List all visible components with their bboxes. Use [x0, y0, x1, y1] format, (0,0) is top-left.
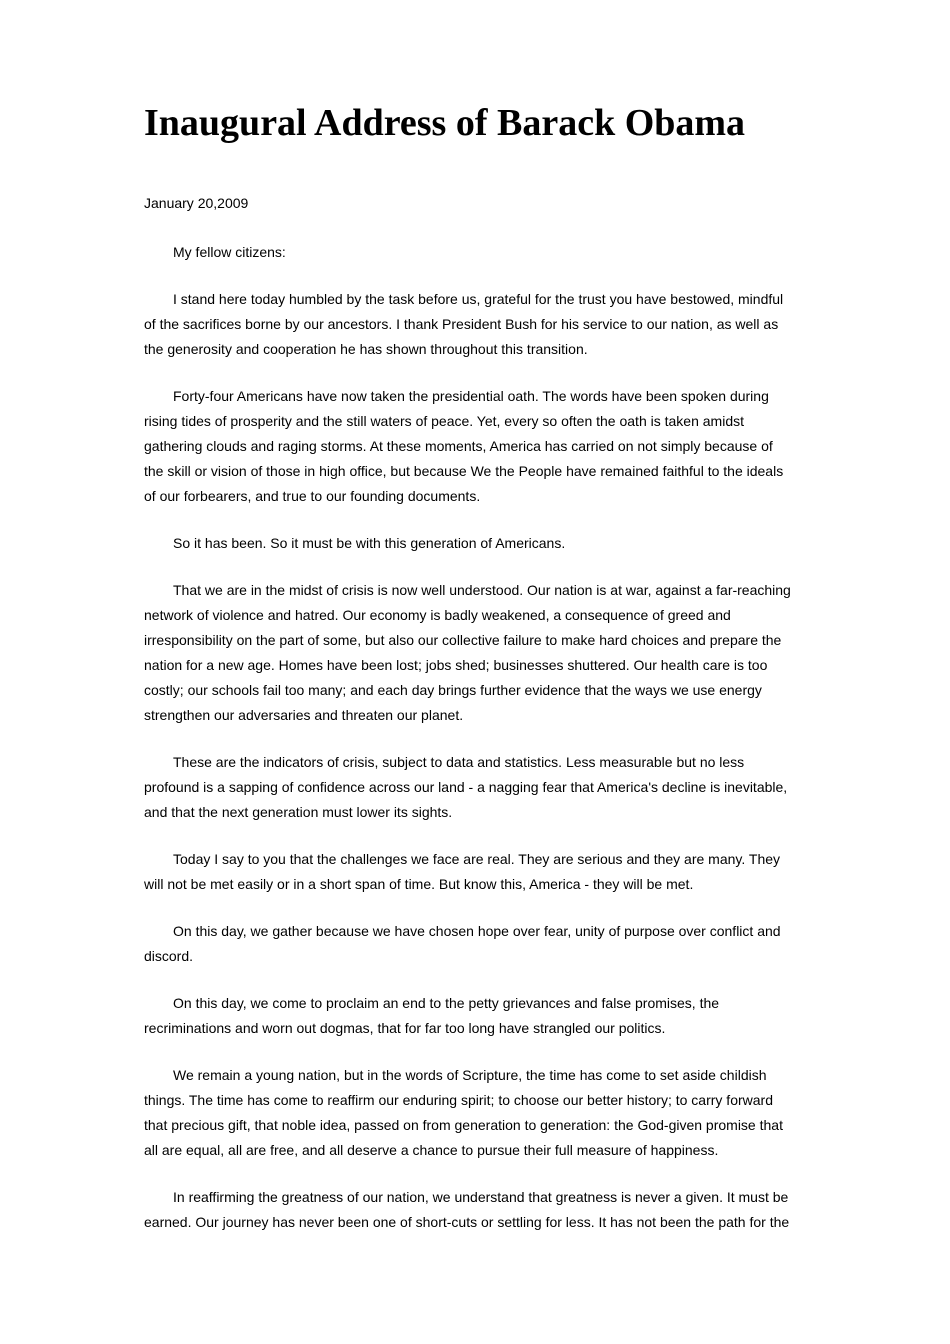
- document-title: Inaugural Address of Barack Obama: [144, 102, 746, 144]
- paragraph-line: We remain a young nation, but in the words of Scripture, the time has come to set aside childish: [173, 1067, 767, 1083]
- speech-paragraph: [144, 531, 806, 556]
- paragraph-line: discord.: [144, 948, 194, 964]
- speech-paragraph: [144, 384, 806, 509]
- speech-paragraph: [144, 1185, 806, 1235]
- paragraph-line: These are the indicators of crisis, subject to data and statistics. Less measurable but no less: [173, 754, 745, 770]
- paragraph-line: irresponsibility on the part of some, but also our collective failure to make hard choices and prepare the: [144, 632, 782, 648]
- paragraph-line: and that the next generation must lower its sights.: [144, 804, 453, 820]
- paragraph-line: In reaffirming the greatness of our nation, we understand that greatness is never a given. It must be: [173, 1189, 789, 1205]
- paragraph-line: of our forbearers, and true to our founding documents.: [144, 488, 481, 504]
- paragraph-line: of the sacrifices borne by our ancestors. I thank President Bush for his service to our nation, as well as: [144, 316, 779, 332]
- speech-body: [144, 240, 806, 1257]
- paragraph-line: will not be met easily or in a short span of time. But know this, America - they will be met.: [144, 876, 694, 892]
- paragraph-line: profound is a sapping of confidence across our land - a nagging fear that America's decline is inevitable,: [144, 779, 788, 795]
- paragraph-line: rising tides of prosperity and the still waters of peace. Yet, every so often the oath is taken amidst: [144, 413, 744, 429]
- paragraph-line: earned. Our journey has never been one of short-cuts or settling for less. It has not been the path for the: [144, 1214, 790, 1230]
- paragraph-line: all are equal, all are free, and all deserve a chance to pursue their full measure of happiness.: [144, 1142, 719, 1158]
- paragraph-line: So it has been. So it must be with this generation of Americans.: [173, 535, 566, 551]
- paragraph-line: network of violence and hatred. Our economy is badly weakened, a consequence of greed and: [144, 607, 731, 623]
- speech-paragraph: [144, 919, 806, 969]
- speech-paragraph: [144, 991, 806, 1041]
- speech-paragraph: [144, 240, 806, 265]
- document-date: January 20,2009: [144, 195, 249, 211]
- paragraph-line: Forty-four Americans have now taken the presidential oath. The words have been spoken during: [173, 388, 769, 404]
- paragraph-line: On this day, we come to proclaim an end to the petty grievances and false promises, the: [173, 995, 720, 1011]
- paragraph-line: strengthen our adversaries and threaten our planet.: [144, 707, 464, 723]
- paragraph-line: My fellow citizens:: [173, 244, 286, 260]
- paragraph-line: That we are in the midst of crisis is now well understood. Our nation is at war, against a far-reaching: [173, 582, 791, 598]
- paragraph-line: costly; our schools fail too many; and each day brings further evidence that the ways we use energy: [144, 682, 762, 698]
- paragraph-line: the generosity and cooperation he has shown throughout this transition.: [144, 341, 588, 357]
- speech-paragraph: [144, 578, 806, 728]
- paragraph-line: nation for a new age. Homes have been lost; jobs shed; businesses shuttered. Our health care is too: [144, 657, 768, 673]
- paragraph-line: the skill or vision of those in high office, but because We the People have remained faithful to the ideals: [144, 463, 784, 479]
- paragraph-line: gathering clouds and raging storms. At these moments, America has carried on not simply because of: [144, 438, 773, 454]
- paragraph-line: I stand here today humbled by the task before us, grateful for the trust you have bestowed, mindful: [173, 291, 784, 307]
- speech-paragraph: [144, 1063, 806, 1163]
- speech-paragraph: [144, 750, 806, 825]
- speech-paragraph: [144, 287, 806, 362]
- paragraph-line: Today I say to you that the challenges we face are real. They are serious and they are many. They: [173, 851, 781, 867]
- speech-paragraph: [144, 847, 806, 897]
- paragraph-line: recriminations and worn out dogmas, that for far too long have strangled our politics.: [144, 1020, 666, 1036]
- paragraph-line: that precious gift, that noble idea, passed on from generation to generation: the God-given promise that: [144, 1117, 783, 1133]
- paragraph-line: things. The time has come to reaffirm our enduring spirit; to choose our better history; to carry forward: [144, 1092, 773, 1108]
- paragraph-line: On this day, we gather because we have chosen hope over fear, unity of purpose over conflict and: [173, 923, 781, 939]
